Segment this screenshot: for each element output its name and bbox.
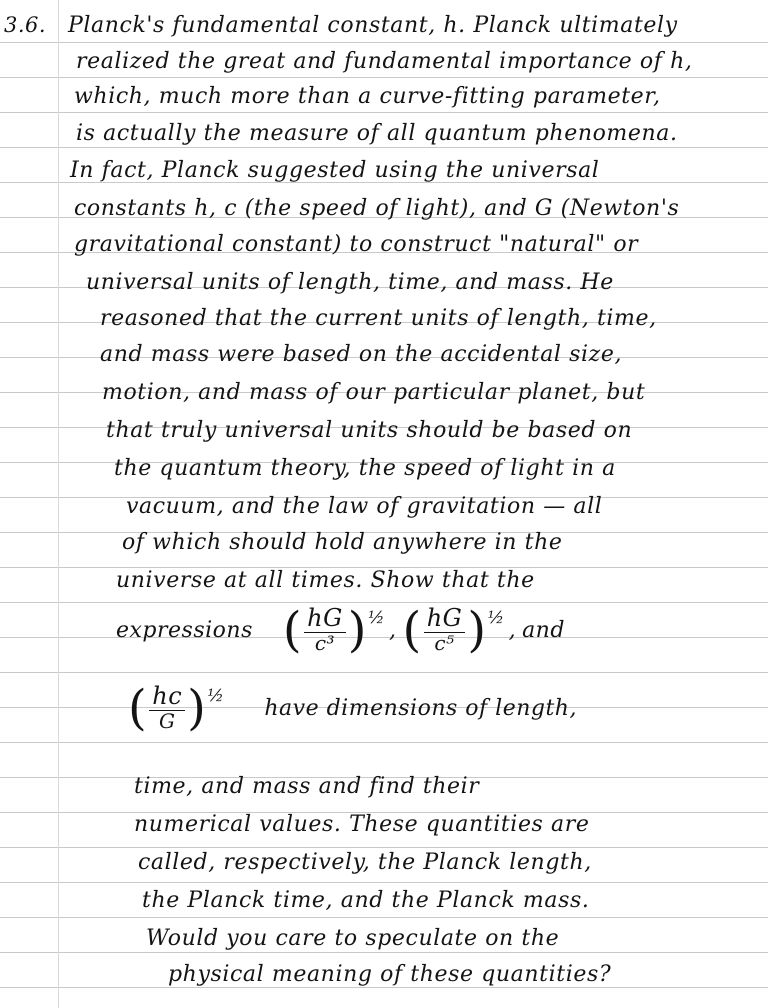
formula-1-numerator: hG <box>304 606 346 632</box>
formula-1-denominator: c³ <box>314 630 336 655</box>
closing-line-6: physical meaning of these quantities? <box>168 962 612 987</box>
text-line-16: universe at all times. Show that the <box>116 568 535 593</box>
formula-2-exponent: ½ <box>487 608 505 628</box>
formula-2-numerator: hG <box>424 606 466 632</box>
formula-3-fraction <box>149 684 185 731</box>
left-paren-2: ( <box>402 602 422 658</box>
text-line-1: Planck's fundamental constant, h. Planck ultimately <box>68 13 678 38</box>
right-paren-3: ) <box>187 680 207 736</box>
text-line-5: In fact, Planck suggested using the universal <box>70 158 600 183</box>
formula-3-numerator: hc <box>149 684 185 710</box>
right-paren-2: ) <box>467 602 487 658</box>
closing-line-4: the Planck time, and the Planck mass. <box>142 888 590 913</box>
formula-3-exponent: ½ <box>207 686 225 706</box>
text-line-6: constants h, c (the speed of light), and G (Newton's <box>74 196 680 221</box>
text-line-2: realized the great and fundamental importance of h, <box>76 49 693 74</box>
text-line-12: that truly universal units should be based on <box>106 418 633 443</box>
text-line-7: gravitational constant) to construct "natural" or <box>74 232 639 257</box>
text-line-13: the quantum theory, the speed of light in a <box>114 456 616 481</box>
text-line-3: which, much more than a curve-fitting parameter, <box>74 84 661 109</box>
closing-line-5: Would you care to speculate on the <box>146 926 560 951</box>
text-line-11: motion, and mass of our particular planet, but <box>102 380 646 405</box>
text-line-4: is actually the measure of all quantum phenomena. <box>76 121 678 146</box>
left-paren-3: ( <box>128 680 148 736</box>
right-paren-1: ) <box>347 602 367 658</box>
expressions-label: expressions <box>116 617 253 643</box>
problem-number: 3.6. <box>4 13 47 37</box>
text-line-10: and mass were based on the accidental size, <box>100 342 623 367</box>
margin-line <box>58 0 59 1008</box>
text-line-15: of which should hold anywhere in the <box>122 530 563 555</box>
comma-separator: , <box>388 617 397 643</box>
comma-separator-2: , <box>508 617 517 643</box>
formula-3-row <box>128 680 577 736</box>
formula-3-denominator: G <box>158 708 176 733</box>
text-line-8: universal units of length, time, and mass. He <box>86 270 614 295</box>
formula-1-fraction <box>304 606 346 653</box>
and-label: and <box>522 617 565 643</box>
formula-1-exponent: ½ <box>367 608 385 628</box>
formula-2-denominator: c⁵ <box>434 630 455 655</box>
closing-line-1: time, and mass and find their <box>134 774 480 799</box>
closing-line-3: called, respectively, the Planck length, <box>138 850 592 875</box>
text-line-9: reasoned that the current units of length, time, <box>100 306 657 331</box>
left-paren-1: ( <box>282 602 303 658</box>
formula-2-fraction <box>424 606 466 653</box>
formula-3-suffix: have dimensions of length, <box>264 695 577 721</box>
expressions-row <box>116 602 565 658</box>
text-line-14: vacuum, and the law of gravitation — all <box>126 494 603 519</box>
closing-line-2: numerical values. These quantities are <box>134 812 590 837</box>
